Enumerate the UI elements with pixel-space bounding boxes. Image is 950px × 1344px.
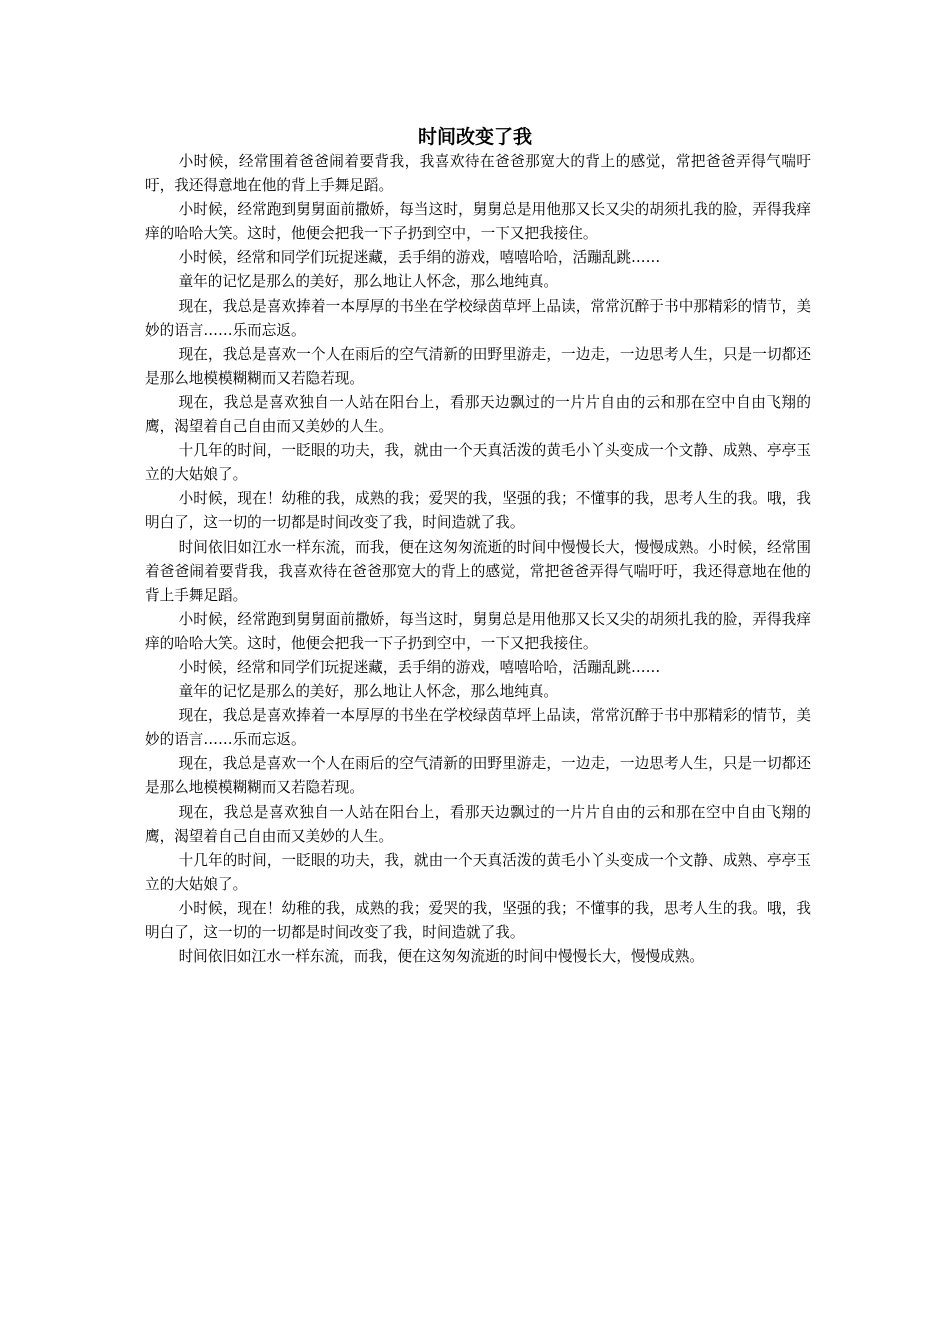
paragraph: 现在，我总是喜欢独自一人站在阳台上，看那天边飘过的一片片自由的云和那在空中自由飞翔的鹰，渴望着自己自由而又美妙的人生。 xyxy=(145,803,811,845)
paragraph: 小时候，经常跑到舅舅面前撒娇，每当这时，舅舅总是用他那又长又尖的胡须扎我的脸，弄得我痒痒的哈哈大笑。这时，他便会把我一下子扔到空中，一下又把我接住。 xyxy=(145,610,811,652)
paragraph: 小时候，经常和同学们玩捉迷藏，丢手绢的游戏，嘻嘻哈哈，活蹦乱跳…… xyxy=(178,658,661,676)
paragraph: 时间依旧如江水一样东流，而我，便在这匆匆流逝的时间中慢慢长大，慢慢成熟。 xyxy=(178,948,704,966)
paragraph: 现在，我总是喜欢一个人在雨后的空气清新的田野里游走，一边走，一边思考人生，只是一切都还是那么地模模糊糊而又若隐若现。 xyxy=(145,755,811,797)
paragraph: 现在，我总是喜欢一个人在雨后的空气清新的田野里游走，一边走，一边思考人生，只是一切都还是那么地模模糊糊而又若隐若现。 xyxy=(145,345,811,387)
paragraph: 十几年的时间，一眨眼的功夫，我，就由一个天真活泼的黄毛小丫头变成一个文静、成熟、亭亭玉立的大姑娘了。 xyxy=(145,442,811,484)
paragraph: 童年的记忆是那么的美好，那么地让人怀念，那么地纯真。 xyxy=(178,683,559,701)
paragraph: 现在，我总是喜欢独自一人站在阳台上，看那天边飘过的一片片自由的云和那在空中自由飞翔的鹰，渴望着自己自由而又美妙的人生。 xyxy=(145,393,811,436)
paragraph: 童年的记忆是那么的美好，那么地让人怀念，那么地纯真。 xyxy=(178,273,559,291)
paragraph: 现在，我总是喜欢捧着一本厚厚的书坐在学校绿茵草坪上品读，常常沉醉于书中那精彩的情节，美妙的语言……乐而忘返。 xyxy=(145,297,811,339)
paragraph: 小时候，现在！幼稚的我，成熟的我；爱哭的我，坚强的我；不懂事的我，思考人生的我。哦，我明白了，这一切的一切都是时间改变了我，时间造就了我。 xyxy=(145,490,811,532)
paragraph: 十几年的时间，一眨眼的功夫，我，就由一个天真活泼的黄毛小丫头变成一个文静、成熟、亭亭玉立的大姑娘了。 xyxy=(145,851,811,893)
paragraph: 时间依旧如江水一样东流，而我，便在这匆匆流逝的时间中慢慢长大，慢慢成熟。小时候，经常围着爸爸闹着要背我，我喜欢待在爸爸那宽大的背上的感觉，常把爸爸弄得气喘吁吁，我还得意地在他的背上手舞足蹈。 xyxy=(145,538,811,604)
paragraph: 现在，我总是喜欢捧着一本厚厚的书坐在学校绿茵草坪上品读，常常沉醉于书中那精彩的情节，美妙的语言……乐而忘返。 xyxy=(145,707,811,749)
paragraph: 小时候，经常跑到舅舅面前撒娇，每当这时，舅舅总是用他那又长又尖的胡须扎我的脸，弄得我痒痒的哈哈大笑。这时，他便会把我一下子扔到空中，一下又把我接住。 xyxy=(145,201,811,243)
paragraph: 小时候，现在！幼稚的我，成熟的我；爱哭的我，坚强的我；不懂事的我，思考人生的我。哦，我明白了，这一切的一切都是时间改变了我，时间造就了我。 xyxy=(145,899,811,941)
document-title: 时间改变了我 xyxy=(417,126,532,148)
paragraph: 小时候，经常和同学们玩捉迷藏，丢手绢的游戏，嘻嘻哈哈，活蹦乱跳…… xyxy=(178,249,661,267)
document-body xyxy=(145,150,811,969)
paragraph: 小时候，经常围着爸爸闹着要背我，我喜欢待在爸爸那宽大的背上的感觉，常把爸爸弄得气喘吁吁，我还得意地在他的背上手舞足蹈。 xyxy=(145,153,811,195)
